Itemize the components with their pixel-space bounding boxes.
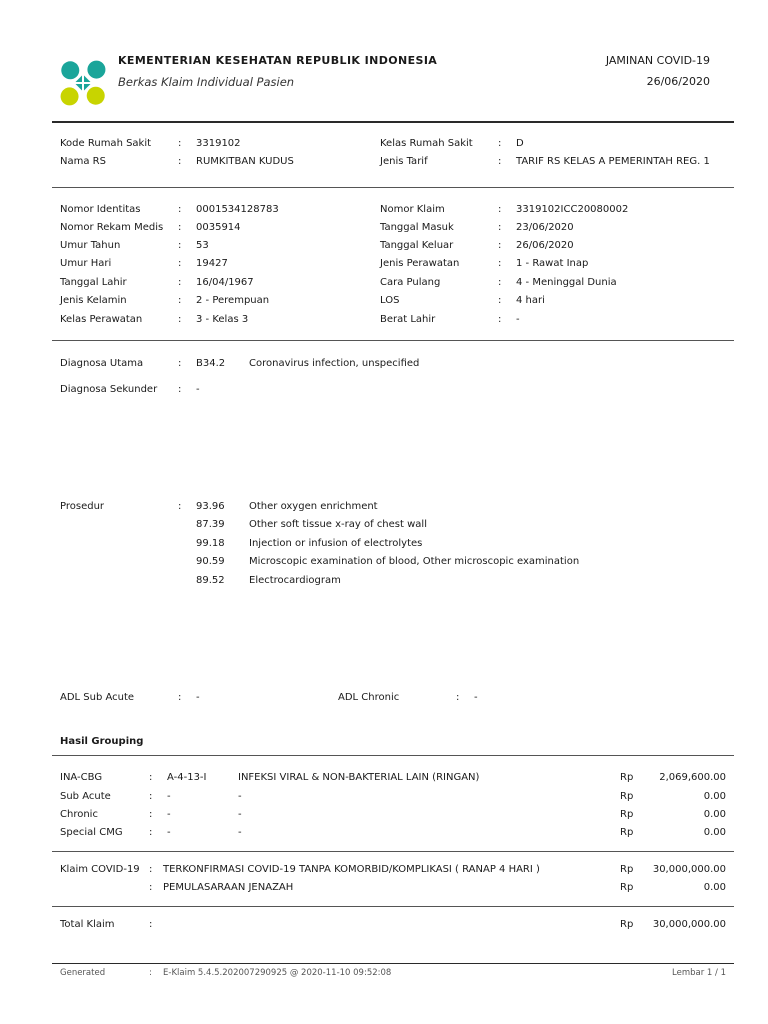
grouping-row-desc: - [238, 827, 242, 838]
kemenkes-logo [55, 53, 111, 113]
colon: : [149, 864, 153, 875]
covid-claim-amount: 0.00 [703, 882, 726, 893]
currency-label: Rp [620, 882, 634, 893]
document-subtitle: Berkas Klaim Individual Pasien [118, 75, 295, 89]
colon: : [178, 314, 182, 325]
colon: : [149, 772, 153, 783]
program-name: JAMINAN COVID-19 [605, 54, 710, 67]
field-value: 3319102ICC20080002 [516, 204, 629, 215]
currency-label: Rp [620, 919, 634, 930]
grouping-row-label: INA-CBG [60, 772, 103, 783]
currency-label: Rp [620, 791, 634, 802]
colon: : [498, 277, 502, 288]
grouping-row-desc: - [238, 809, 242, 820]
colon: : [456, 692, 460, 703]
grouping-heading: Hasil Grouping [60, 736, 144, 747]
colon: : [149, 827, 153, 838]
footer-divider [52, 963, 734, 964]
nama-rs-label: Nama RS [60, 156, 106, 167]
colon: : [178, 501, 182, 512]
header-divider [52, 121, 734, 123]
colon: : [498, 314, 502, 325]
colon: : [178, 258, 182, 269]
field-label: Tanggal Keluar [380, 240, 454, 251]
colon: : [149, 882, 153, 893]
colon: : [178, 138, 182, 149]
colon: : [178, 204, 182, 215]
page-number: Lembar 1 / 1 [672, 968, 726, 978]
procedure-desc: Microscopic examination of blood, Other microscopic examination [249, 556, 580, 567]
grouping-row-amount: 0.00 [703, 809, 726, 820]
document-date: 26/06/2020 [646, 75, 710, 88]
currency-label: Rp [620, 827, 634, 838]
field-value: - [516, 314, 520, 325]
field-label: Tanggal Lahir [60, 277, 127, 288]
diagnosa-utama-label: Diagnosa Utama [60, 358, 144, 369]
ministry-title: KEMENTERIAN KESEHATAN REPUBLIK INDONESIA [118, 54, 438, 67]
field-value: 16/04/1967 [196, 277, 254, 288]
covid-claim-amount: 30,000,000.00 [652, 864, 726, 875]
grouping-row-amount: 0.00 [703, 827, 726, 838]
section-divider [52, 906, 734, 907]
field-label: Berat Lahir [380, 314, 436, 325]
grouping-row-code: A-4-13-I [167, 772, 207, 783]
covid-claim-desc: TERKONFIRMASI COVID-19 TANPA KOMORBID/KOMPLIKASI ( RANAP 4 HARI ) [163, 864, 540, 875]
colon: : [178, 358, 182, 369]
field-label: Nomor Identitas [60, 204, 141, 215]
prosedur-label: Prosedur [60, 501, 105, 512]
colon: : [178, 222, 182, 233]
colon: : [498, 204, 502, 215]
grouping-row-code: - [167, 827, 171, 838]
kelas-rs-label: Kelas Rumah Sakit [380, 138, 473, 149]
grouping-row-desc: INFEKSI VIRAL & NON-BAKTERIAL LAIN (RINGAN) [238, 772, 480, 783]
adl-sub-acute-label: ADL Sub Acute [60, 692, 135, 703]
colon: : [178, 156, 182, 167]
field-value: 2 - Perempuan [196, 295, 270, 306]
field-label: Cara Pulang [380, 277, 441, 288]
section-divider [52, 340, 734, 341]
total-label: Total Klaim [60, 919, 115, 930]
kelas-rs-value: D [516, 138, 524, 149]
grouping-row-label: Chronic [60, 809, 98, 820]
field-label: Umur Hari [60, 258, 112, 269]
field-label: Tanggal Masuk [380, 222, 454, 233]
colon: : [149, 968, 152, 978]
colon: : [149, 791, 153, 802]
field-value: 4 - Meninggal Dunia [516, 277, 617, 288]
diagnosa-utama-desc: Coronavirus infection, unspecified [249, 358, 420, 369]
procedure-code: 90.59 [196, 556, 225, 567]
field-label: Jenis Perawatan [380, 258, 460, 269]
procedure-code: 99.18 [196, 538, 225, 549]
grouping-row-code: - [167, 791, 171, 802]
colon: : [178, 692, 182, 703]
currency-label: Rp [620, 864, 634, 875]
field-label: Nomor Rekam Medis [60, 222, 164, 233]
procedure-code: 93.96 [196, 501, 225, 512]
generated-label: Generated [60, 968, 106, 978]
field-label: Nomor Klaim [380, 204, 445, 215]
field-label: LOS [380, 295, 400, 306]
kode-rs-label: Kode Rumah Sakit [60, 138, 152, 149]
colon: : [178, 384, 182, 395]
grouping-row-amount: 2,069,600.00 [659, 772, 726, 783]
procedure-desc: Other oxygen enrichment [249, 501, 378, 512]
procedure-code: 87.39 [196, 519, 225, 530]
field-value: 4 hari [516, 295, 545, 306]
grouping-row-desc: - [238, 791, 242, 802]
section-divider [52, 851, 734, 852]
field-value: 0001534128783 [196, 204, 279, 215]
colon: : [178, 295, 182, 306]
colon: : [498, 222, 502, 233]
procedure-desc: Other soft tissue x-ray of chest wall [249, 519, 427, 530]
procedure-desc: Electrocardiogram [249, 575, 341, 586]
colon: : [149, 919, 153, 930]
grouping-row-amount: 0.00 [703, 791, 726, 802]
field-value: 23/06/2020 [516, 222, 574, 233]
section-divider [52, 755, 734, 756]
colon: : [498, 240, 502, 251]
generated-value: E-Klaim 5.4.5.202007290925 @ 2020-11-10 09:52:08 [163, 968, 392, 978]
field-value: 0035914 [196, 222, 241, 233]
covid-claim-label: Klaim COVID-19 [60, 864, 140, 875]
field-label: Kelas Perawatan [60, 314, 143, 325]
field-value: 53 [196, 240, 209, 251]
adl-sub-acute-value: - [196, 692, 200, 703]
jenis-tarif-label: Jenis Tarif [380, 156, 428, 167]
field-label: Umur Tahun [60, 240, 121, 251]
nama-rs-value: RUMKITBAN KUDUS [196, 156, 294, 167]
adl-chronic-value: - [474, 692, 478, 703]
colon: : [498, 295, 502, 306]
field-value: 26/06/2020 [516, 240, 574, 251]
grouping-row-code: - [167, 809, 171, 820]
currency-label: Rp [620, 772, 634, 783]
colon: : [178, 277, 182, 288]
colon: : [149, 809, 153, 820]
currency-label: Rp [620, 809, 634, 820]
diagnosa-sekunder-label: Diagnosa Sekunder [60, 384, 158, 395]
covid-claim-desc: PEMULASARAAN JENAZAH [163, 882, 294, 893]
field-value: 1 - Rawat Inap [516, 258, 589, 269]
grouping-row-label: Special CMG [60, 827, 123, 838]
total-amount: 30,000,000.00 [652, 919, 726, 930]
field-label: Jenis Kelamin [60, 295, 127, 306]
colon: : [178, 240, 182, 251]
jenis-tarif-value: TARIF RS KELAS A PEMERINTAH REG. 1 [516, 156, 710, 167]
grouping-row-label: Sub Acute [60, 791, 111, 802]
diagnosa-utama-code: B34.2 [196, 358, 226, 369]
colon: : [498, 258, 502, 269]
procedure-code: 89.52 [196, 575, 225, 586]
section-divider [52, 187, 734, 188]
field-value: 3 - Kelas 3 [196, 314, 249, 325]
diagnosa-sekunder-value: - [196, 384, 200, 395]
kode-rs-value: 3319102 [196, 138, 241, 149]
colon: : [498, 156, 502, 167]
adl-chronic-label: ADL Chronic [338, 692, 400, 703]
field-value: 19427 [196, 258, 228, 269]
procedure-desc: Injection or infusion of electrolytes [249, 538, 423, 549]
colon: : [498, 138, 502, 149]
